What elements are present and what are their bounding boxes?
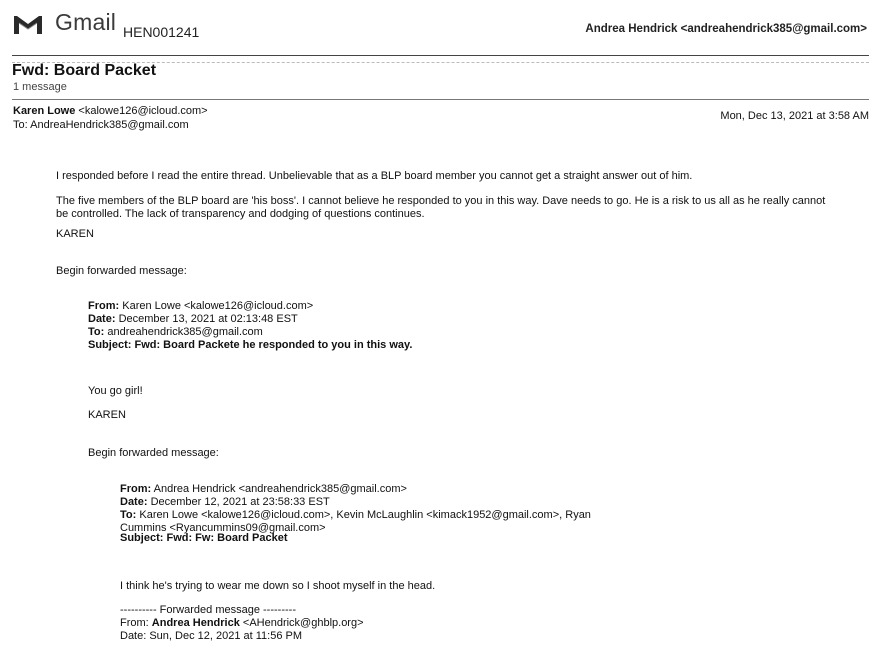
sender-email: <kalowe126@icloud.com> — [78, 105, 208, 117]
thread-subject: Fwd: Board Packet — [12, 62, 157, 79]
body-signature: KAREN — [56, 228, 94, 240]
fwd1-date: Date: December 13, 2021 at 02:13:48 EST — [88, 313, 298, 325]
fwd3-date: Date: Sun, Dec 12, 2021 at 11:56 PM — [120, 630, 303, 642]
account-email: Andrea Hendrick <andreahendrick385@gmail.com> — [585, 23, 867, 35]
gmail-logo-icon — [12, 13, 44, 35]
forward-label-2: Begin forwarded message: — [88, 447, 219, 459]
fwd1-signature: KAREN — [88, 409, 126, 421]
fwd3-separator: ---------- Forwarded message --------- — [120, 604, 296, 616]
fwd1-to: To: andreahendrick385@gmail.com — [88, 326, 263, 338]
fwd2-date: Date: December 12, 2021 at 23:58:33 EST — [120, 496, 330, 508]
fwd1-body: You go girl! — [88, 385, 143, 397]
fwd1-subject: Subject: Fwd: Board Packete he responded to you in this way. — [88, 339, 413, 351]
fwd1-from: From: Karen Lowe <kalowe126@icloud.com> — [88, 300, 314, 312]
document-id: HEN001241 — [123, 24, 200, 40]
sender-name: Karen Lowe — [13, 105, 76, 117]
message-recipient: To: AndreaHendrick385@gmail.com — [13, 119, 189, 131]
fwd2-body: I think he's trying to wear me down so I shoot myself in the head. — [120, 580, 436, 592]
forward-label-1: Begin forwarded message: — [56, 265, 187, 277]
fwd3-from: From: Andrea Hendrick <AHendrick@ghblp.org> — [120, 617, 364, 629]
body-paragraph-2: The five members of the BLP board are 'his boss'. I cannot believe he responded to you in this way. Dave needs to go. He is a risk to us all as he really cannot be controlled. The lack of transparency and dodging of questions continues. — [56, 195, 826, 220]
message-sender — [13, 105, 208, 117]
fwd2-subject: Subject: Fwd: Fw: Board Packet — [120, 532, 288, 544]
fwd2-from: From: Andrea Hendrick <andreahendrick385@gmail.com> — [120, 483, 407, 495]
header-divider — [12, 55, 869, 56]
message-count: 1 message — [13, 81, 67, 93]
fwd2-to: To: Karen Lowe <kalowe126@icloud.com>, Kevin McLaughlin <kimack1952@gmail.com>, Ryan Cummins <Ryancummins09@gmail.com> — [120, 509, 591, 534]
gmail-logo-text: Gmail — [55, 9, 117, 35]
body-paragraph-1: I responded before I read the entire thread. Unbelievable that as a BLP board member you cannot get a straight answer out of him. — [56, 170, 693, 182]
message-date: Mon, Dec 13, 2021 at 3:58 AM — [720, 110, 869, 122]
subject-divider — [12, 99, 869, 100]
